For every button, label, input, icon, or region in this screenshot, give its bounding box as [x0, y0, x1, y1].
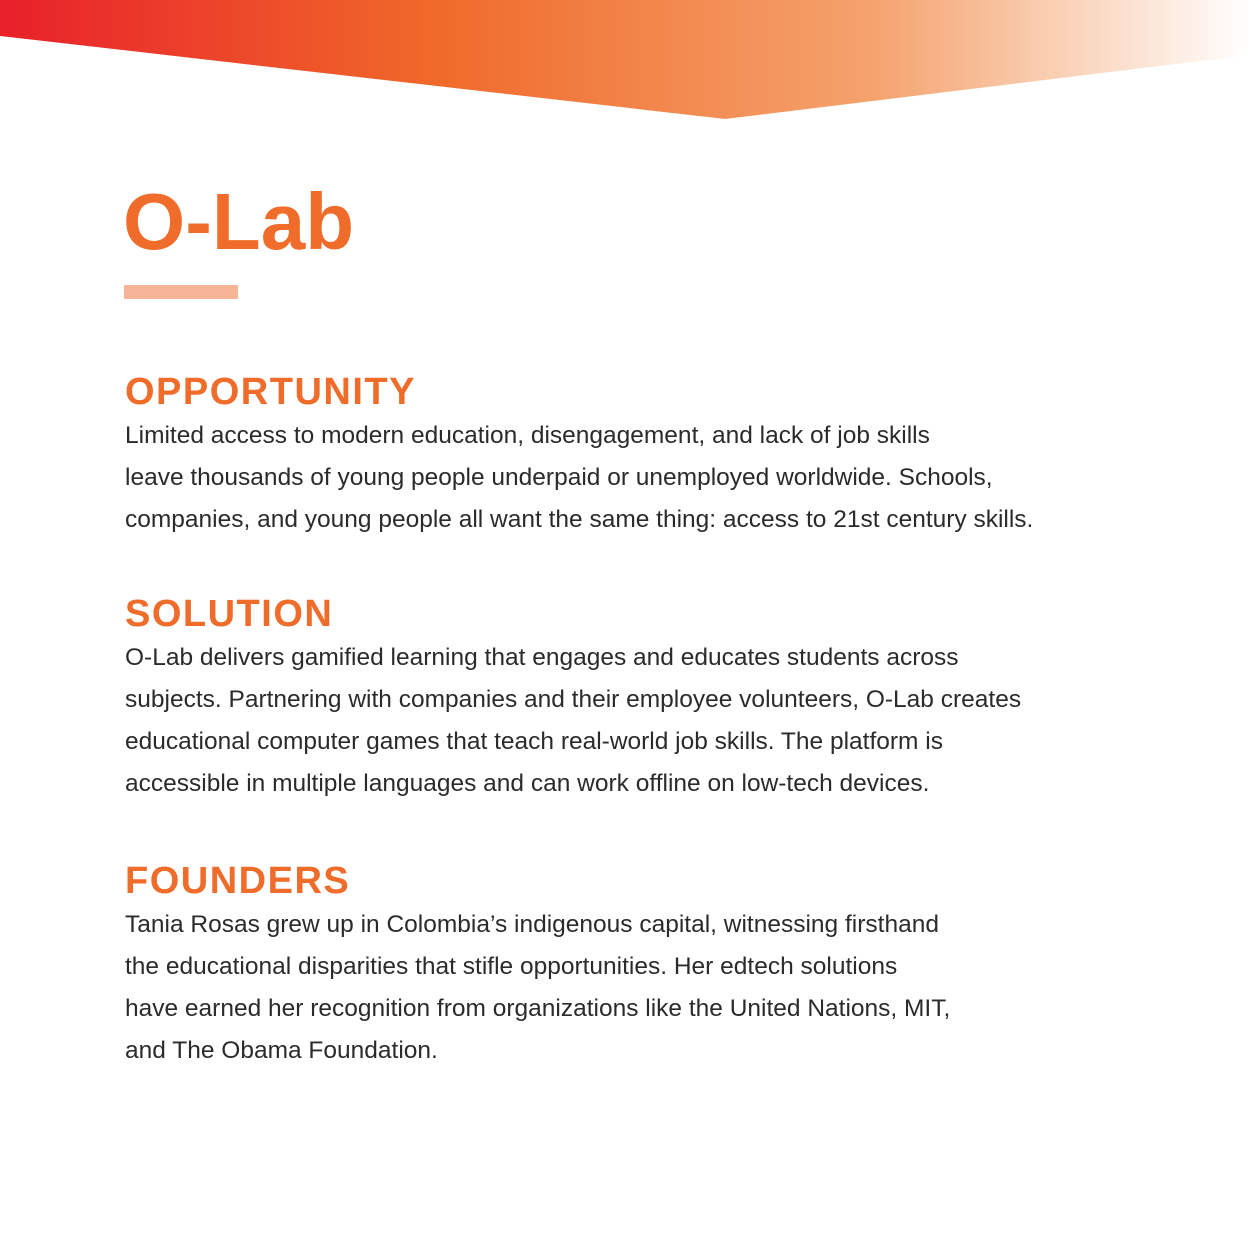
section-body-solution — [125, 637, 1125, 805]
body-line: the educational disparities that stifle opportunities. Her edtech solutions — [125, 953, 898, 980]
body-line: subjects. Partnering with companies and their employee volunteers, O-Lab creates — [125, 686, 1022, 713]
body-line: leave thousands of young people underpaid or unemployed worldwide. Schools, — [125, 464, 993, 491]
body-line: accessible in multiple languages and can work offline on low-tech devices. — [125, 770, 930, 797]
section-solution — [125, 591, 1125, 805]
section-founders — [125, 858, 1125, 1072]
title-underline — [124, 285, 238, 299]
body-line: companies, and young people all want the same thing: access to 21st century skills. — [125, 506, 1034, 533]
section-body-opportunity — [125, 415, 1125, 541]
body-line: have earned her recognition from organizations like the United Nations, MIT, — [125, 995, 951, 1022]
section-heading-opportunity: OPPORTUNITY — [125, 371, 416, 413]
body-line: Tania Rosas grew up in Colombia’s indigenous capital, witnessing firsthand — [125, 911, 939, 938]
body-line: O-Lab delivers gamified learning that engages and educates students across — [125, 644, 959, 671]
body-line: educational computer games that teach real-world job skills. The platform is — [125, 728, 943, 755]
page-title: O-Lab — [123, 177, 355, 266]
section-heading-solution: SOLUTION — [125, 593, 334, 635]
body-line: and The Obama Foundation. — [125, 1037, 438, 1064]
body-line: Limited access to modern education, disengagement, and lack of job skills — [125, 422, 930, 449]
header-gradient-banner — [0, 0, 1250, 125]
section-opportunity — [125, 369, 1125, 541]
section-heading-founders: FOUNDERS — [125, 860, 351, 902]
section-body-founders — [125, 904, 1125, 1072]
